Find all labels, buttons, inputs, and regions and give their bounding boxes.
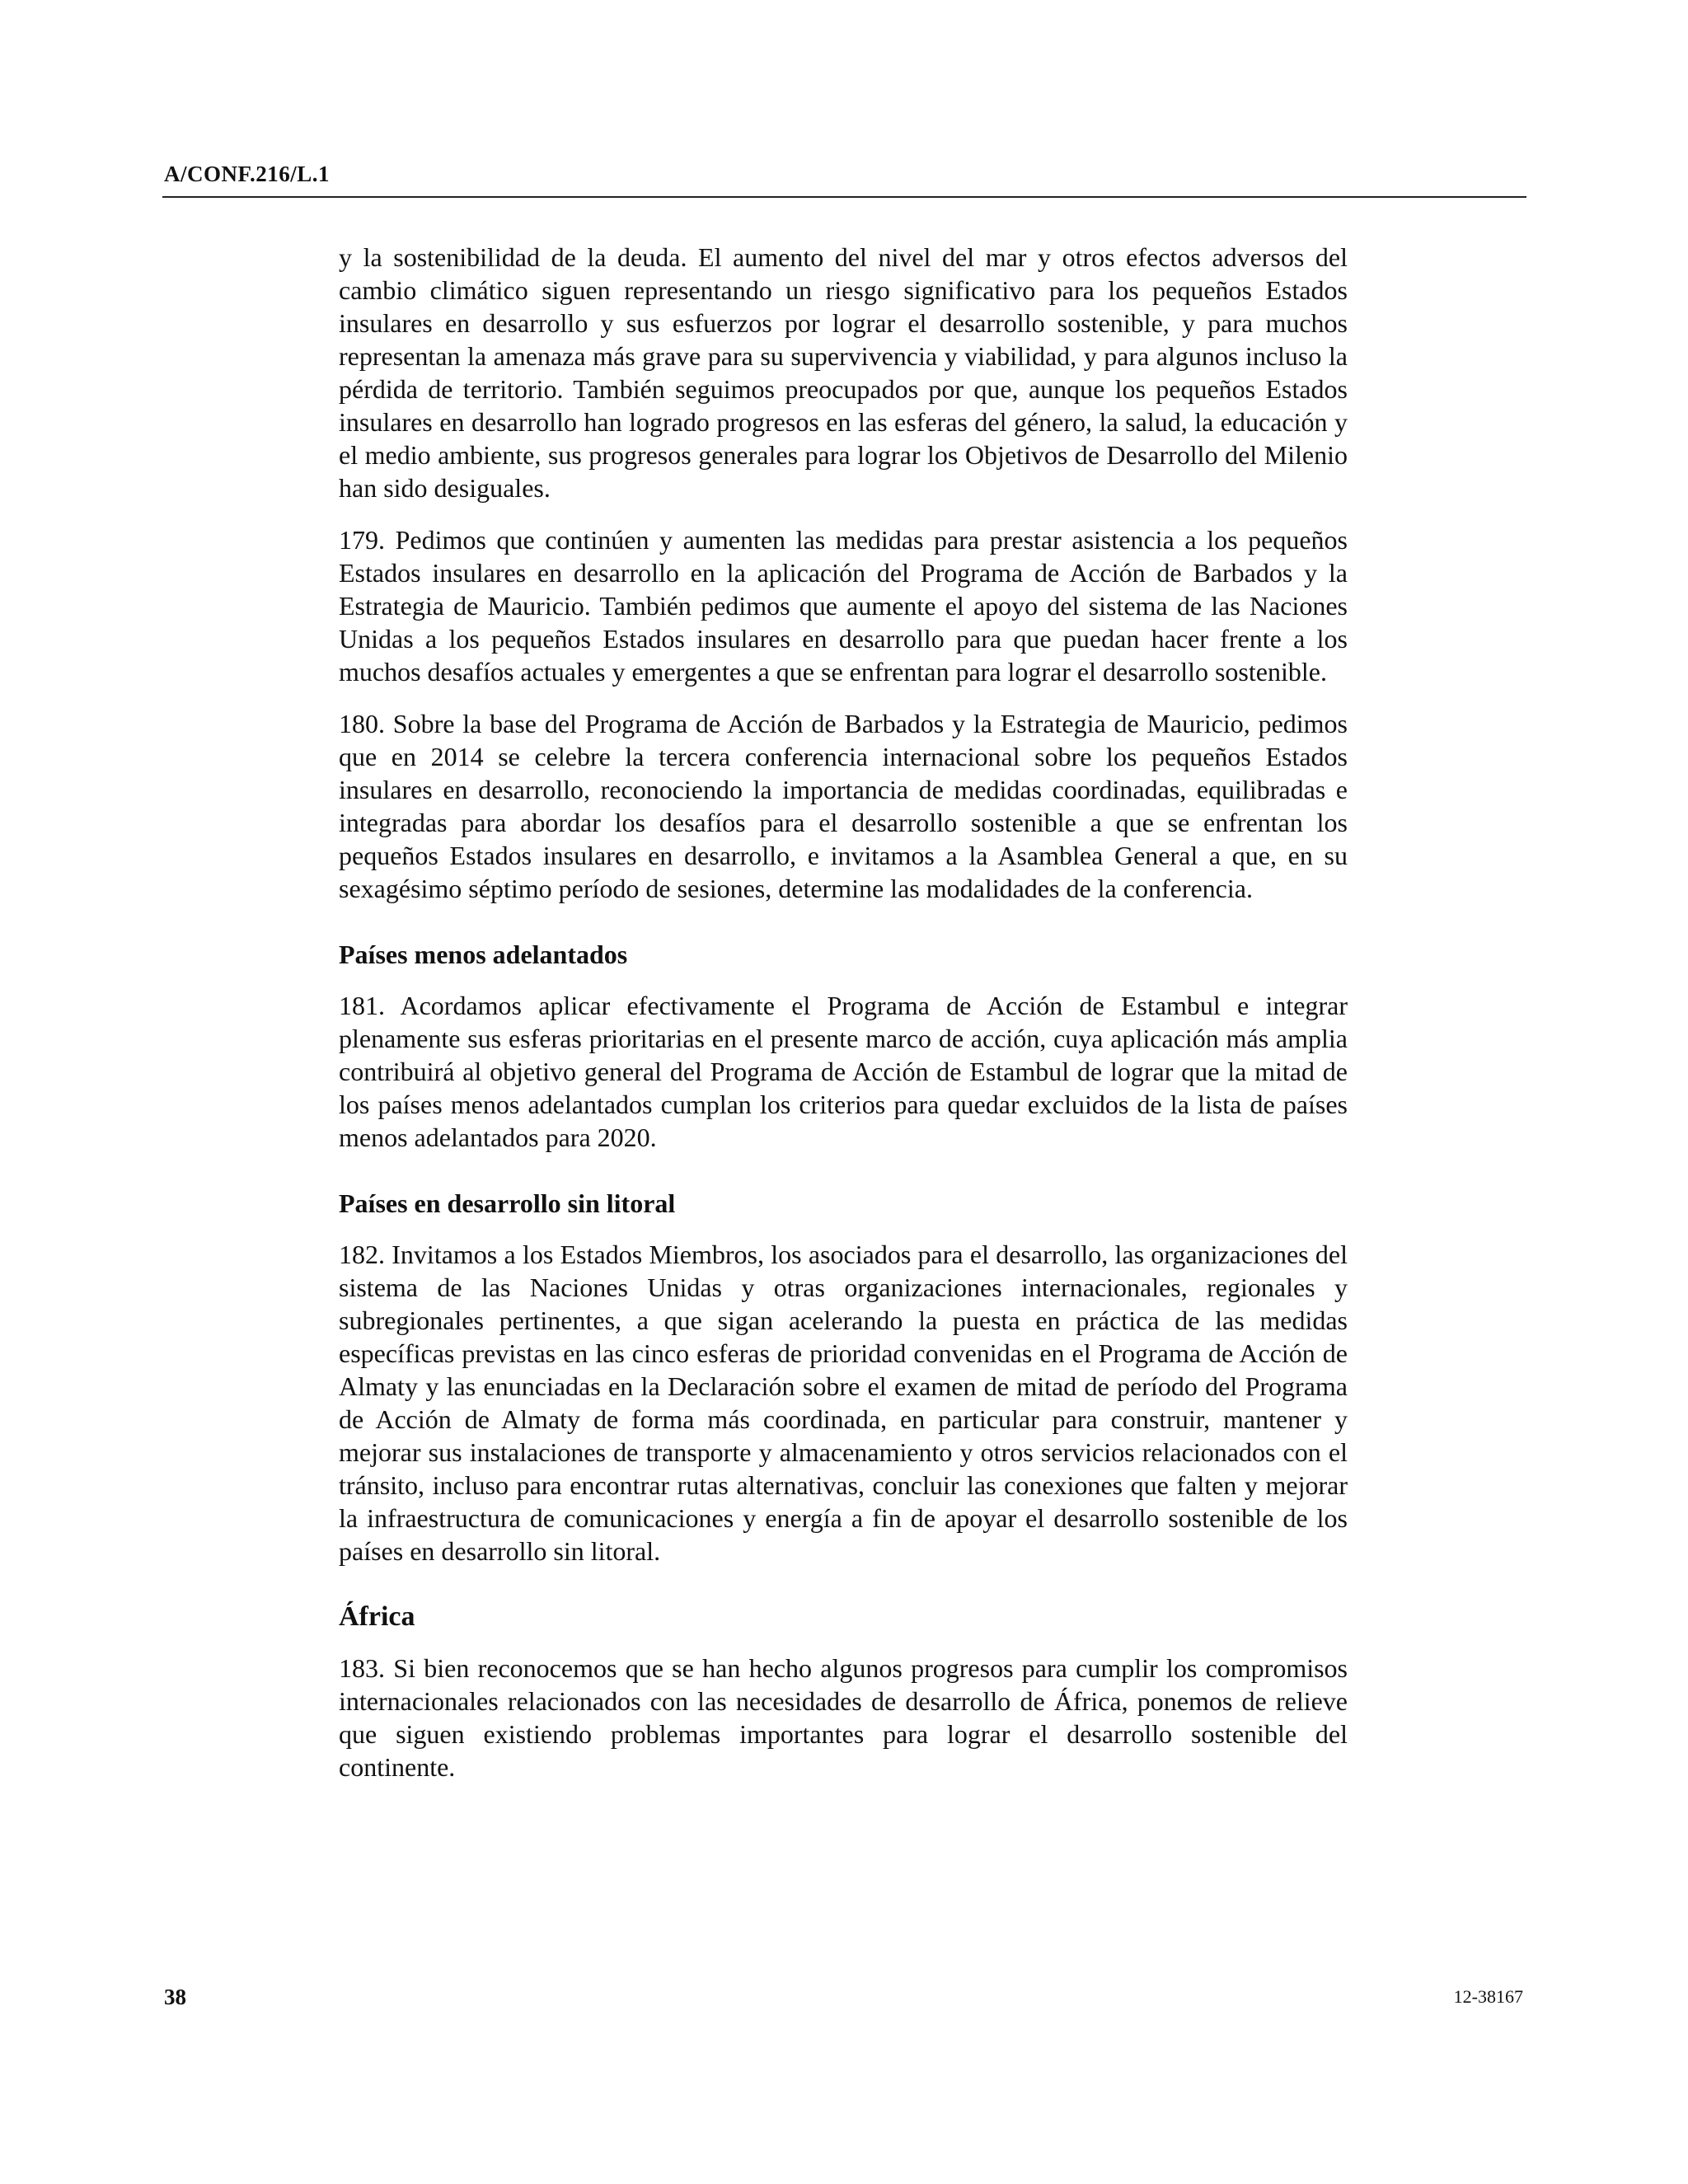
paragraph-181: 181. Acordamos aplicar efectivamente el Programa de Acción de Estambul e integrar plenamente sus esferas prioritarias en el presente marco de acción, cuya aplicación más amplia contribuirá al objetivo general del Programa de Acción de Estambul de lograr que la mitad de los países menos adelantados cumplan los criterios para quedar excluidos de la lista de países menos adelantados para 2020. [339,991,1348,1152]
paragraph-182: 182. Invitamos a los Estados Miembros, los asociados para el desarrollo, las organizaciones del sistema de las Naciones Unidas y otras organizaciones internacionales, regionales y subregionales pertinentes, a que sigan acelerando la puesta en práctica de las medidas específicas previstas en las cinco esferas de prioridad convenidas en el Programa de Acción de Almaty y las enunciadas en la Declaración sobre el examen de mitad de período del Programa de Acción de Almaty de forma más coordinada, en particular para construir, mantener y mejorar sus instalaciones de transporte y almacenamiento y otros servicios relacionados con el tránsito, incluso para encontrar rutas alternativas, concluir las conexiones que falten y mejorar la infraestructura de comunicaciones y energía a fin de apoyar el desarrollo sostenible de los países en desarrollo sin litoral. [339,1240,1348,1566]
page-number: 38 [164,1985,186,2009]
paragraph-179: 179. Pedimos que continúen y aumenten las medidas para prestar asistencia a los pequeños Estados insulares en desarrollo en la aplicación del Programa de Acción de Barbados y la Estrategia de Mauricio. También pedimos que aumente el apoyo del sistema de las Naciones Unidas a los pequeños Estados insulares en desarrollo para que puedan hacer frente a los muchos desafíos actuales y emergentes a que se enfrentan para lograr el desarrollo sostenible. [339,525,1348,687]
paragraph-178-continued: y la sostenibilidad de la deuda. El aumento del nivel del mar y otros efectos adversos del cambio climático siguen representando un riesgo significativo para los pequeños Estados insulares en desarrollo y sus esfuerzos por lograr el desarrollo sostenible, y para muchos representan la amenaza más grave para su supervivencia y viabilidad, y para algunos incluso la pérdida de territorio. También seguimos preocupados por que, aunque los pequeños Estados insulares en desarrollo han logrado progresos en las esferas del género, la salud, la educación y el medio ambiente, sus progresos generales para lograr los Objetivos de Desarrollo del Milenio han sido desiguales. [339,242,1348,503]
header-rule [162,196,1526,198]
job-number: 12-38167 [1453,1986,1523,2007]
heading-landlocked-developing-countries: Países en desarrollo sin litoral [339,1188,676,1218]
paragraph-180: 180. Sobre la base del Programa de Acción de Barbados y la Estrategia de Mauricio, pedimos que en 2014 se celebre la tercera conferencia internacional sobre los pequeños Estados insulares en desarrollo, reconociendo la importancia de medidas coordinadas, equilibradas e integradas para abordar los desafíos para el desarrollo sostenible a que se enfrentan los pequeños Estados insulares en desarrollo, e invitamos a la Asamblea General a que, en su sexagésimo séptimo período de sesiones, determine las modalidades de la conferencia. [339,709,1348,903]
document-body [339,241,1348,1802]
heading-africa: África [339,1601,415,1632]
paragraph-183: 183. Si bien reconocemos que se han hecho algunos progresos para cumplir los compromisos internacionales relacionados con las necesidades de desarrollo de África, ponemos de relieve que siguen existiendo problemas importantes para lograr el desarrollo sostenible del continente. [339,1653,1348,1782]
document-symbol: A/CONF.216/L.1 [164,162,331,186]
heading-least-developed-countries: Países menos adelantados [339,940,628,969]
